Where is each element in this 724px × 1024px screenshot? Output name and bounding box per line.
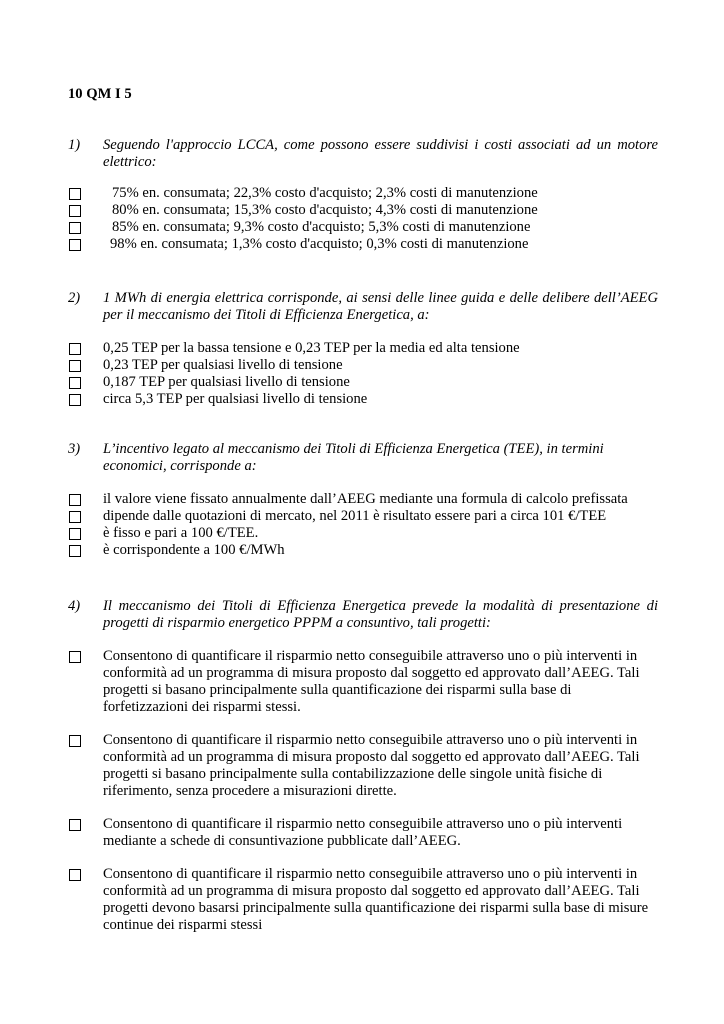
option-label: 85% en. consumata; 9,3% costo d'acquisto; 5,3% costi di manutenzione — [112, 219, 531, 235]
option-item — [68, 202, 658, 219]
checkbox[interactable] — [68, 391, 103, 406]
question-text: L’incentivo legato al meccanismo dei Titoli di Efficienza Energetica (TEE), in termini economici, corrisponde a: — [103, 441, 604, 474]
option-label: dipende dalle quotazioni di mercato, nel 2011 è risultato essere pari a circa 101 €/TEE — [103, 508, 607, 524]
option-item — [68, 816, 658, 850]
options-list — [68, 648, 658, 934]
question-number: 1) — [68, 137, 81, 153]
option-label: circa 5,3 TEP per qualsiasi livello di tensione — [103, 391, 368, 407]
question-text: 1 MWh di energia elettrica corrisponde, ai sensi delle linee guida e delle delibere dell’AEEG per il meccanismo dei Titoli di Efficienza Energetica, a: — [103, 290, 658, 323]
checkbox[interactable] — [68, 236, 103, 251]
option-item — [68, 340, 658, 357]
question-header — [68, 137, 658, 171]
document-title: 10 QM I 5 — [68, 86, 132, 102]
option-label: Consentono di quantificare il risparmio netto conseguibile attraverso uno o più interventi mediante a schede di consuntivazione pubblicate dall’AEEG. — [103, 816, 623, 849]
option-item — [68, 508, 658, 525]
option-label: è fisso e pari a 100 €/TEE. — [103, 525, 259, 541]
option-item — [68, 391, 658, 408]
question-1 — [68, 137, 658, 253]
option-label: è corrispondente a 100 €/MWh — [103, 542, 285, 558]
question-2 — [68, 290, 658, 408]
question-3 — [68, 441, 658, 559]
option-item — [68, 491, 658, 508]
options-list — [68, 185, 658, 253]
checkbox[interactable] — [68, 219, 103, 234]
option-label: 80% en. consumata; 15,3% costo d'acquisto; 4,3% costi di manutenzione — [112, 202, 538, 218]
option-item — [68, 525, 658, 542]
option-label: il valore viene fissato annualmente dall’AEEG mediante una formula di calcolo prefissata — [103, 491, 628, 507]
checkbox[interactable] — [68, 491, 103, 506]
option-label: Consentono di quantificare il risparmio netto conseguibile attraverso uno o più interventi in conformità ad un programma di misura proposto dal soggetto ed approvato dall’AEEG. Tali progetti devono basarsi principalmente sulla quantificazione dei risparmi sulla base di misure continue dei risparmi stessi — [103, 866, 649, 933]
question-number: 3) — [68, 441, 81, 457]
options-list — [68, 491, 658, 559]
question-header — [68, 290, 658, 324]
option-item — [68, 236, 658, 253]
checkbox[interactable] — [68, 542, 103, 557]
option-label: 75% en. consumata; 22,3% costo d'acquisto; 2,3% costi di manutenzione — [112, 185, 538, 201]
option-label: Consentono di quantificare il risparmio netto conseguibile attraverso uno o più interventi in conformità ad un programma di misura proposto dal soggetto ed approvato dall’AEEG. Tali progetti si basano principalmente sulla quantificazione dei risparmi sulla base di forfetizzazioni dei risparmi stessi. — [103, 648, 640, 715]
checkbox[interactable] — [68, 525, 103, 540]
checkbox[interactable] — [68, 185, 103, 200]
option-item — [68, 185, 658, 202]
question-4 — [68, 598, 658, 934]
question-header — [68, 598, 658, 632]
question-text: Seguendo l'approccio LCCA, come possono essere suddivisi i costi associati ad un motore elettrico: — [103, 137, 658, 170]
checkbox[interactable] — [68, 866, 103, 881]
checkbox[interactable] — [68, 340, 103, 355]
option-item — [68, 542, 658, 559]
option-label: 0,25 TEP per la bassa tensione e 0,23 TEP per la media ed alta tensione — [103, 340, 520, 356]
option-item — [68, 732, 658, 800]
checkbox[interactable] — [68, 357, 103, 372]
question-number: 2) — [68, 290, 81, 306]
question-text: Il meccanismo dei Titoli di Efficienza Energetica prevede la modalità di presentazione di progetti di risparmio energetico PPPM a consuntivo, tali progetti: — [103, 598, 658, 631]
checkbox[interactable] — [68, 202, 103, 217]
options-list — [68, 340, 658, 408]
option-label: 0,187 TEP per qualsiasi livello di tensione — [103, 374, 350, 390]
option-item — [68, 866, 658, 934]
checkbox[interactable] — [68, 508, 103, 523]
checkbox[interactable] — [68, 648, 103, 663]
option-item — [68, 648, 658, 716]
option-label: Consentono di quantificare il risparmio netto conseguibile attraverso uno o più interventi in conformità ad un programma di misura proposto dal soggetto ed approvato dall’AEEG. Tali progetti si basano principalmente sulla contabilizzazione delle singole unità fisiche di riferimento, senza procedere a misurazioni dirette. — [103, 732, 640, 799]
option-item — [68, 219, 658, 236]
option-item — [68, 374, 658, 391]
option-item — [68, 357, 658, 374]
option-label: 98% en. consumata; 1,3% costo d'acquisto; 0,3% costi di manutenzione — [110, 236, 529, 252]
option-label: 0,23 TEP per qualsiasi livello di tensione — [103, 357, 343, 373]
checkbox[interactable] — [68, 732, 103, 747]
checkbox[interactable] — [68, 816, 103, 831]
checkbox[interactable] — [68, 374, 103, 389]
question-header — [68, 441, 658, 475]
question-number: 4) — [68, 598, 81, 614]
